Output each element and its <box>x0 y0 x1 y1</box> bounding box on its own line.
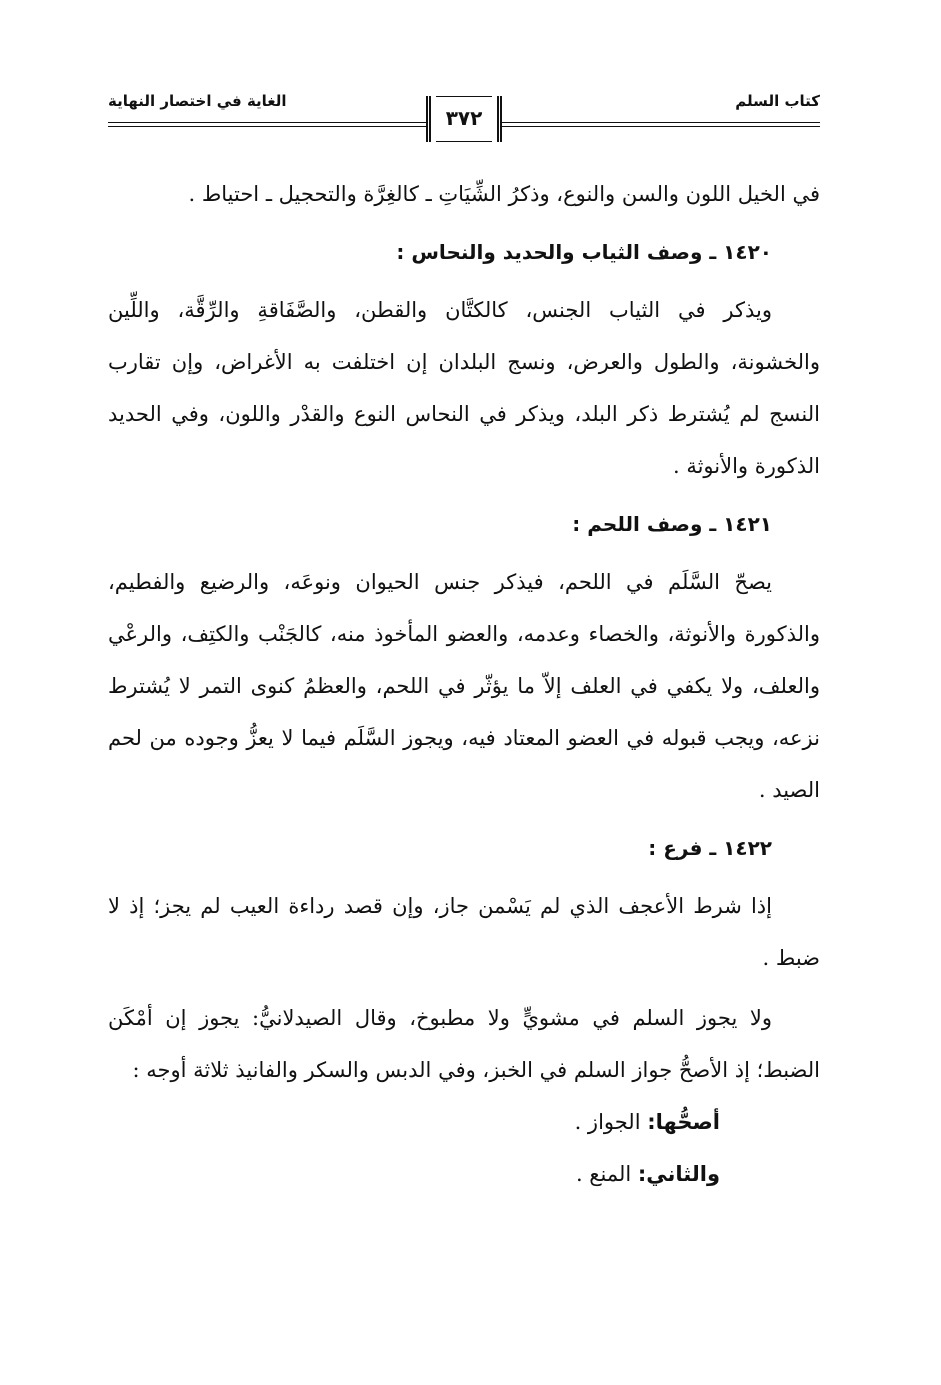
paragraph-1422-a: إذا شرط الأعجف الذي لم يَسْمن جاز، وإن قصد رداءة العيب لم يجز؛ إذ لا ضبط . <box>108 894 820 970</box>
opinion-item-1 <box>108 1096 820 1148</box>
opinion-lead-2: والثاني: <box>637 1162 720 1186</box>
page-body <box>108 168 820 1200</box>
opinion-lead-1: أصحُّها: <box>647 1110 720 1134</box>
opinion-text-2: المنع . <box>575 1162 638 1186</box>
book-title: الغاية في اختصار النهاية <box>108 92 287 110</box>
section-heading-1422: ١٤٢٢ ـ فرع : <box>648 836 772 860</box>
paragraph-1422-b: ولا يجوز السلم في مشويٍّ ولا مطبوخ، وقال الصيدلانيُّ: يجوز إن أمْكَن الضبط؛ إذ الأصحُّ جواز السلم في الخبز، وفي الدبس والسكر والفانيذ ثلاثة أوجه : <box>108 1006 820 1082</box>
section-heading-1421: ١٤٢١ ـ وصف اللحم : <box>572 512 772 536</box>
page-number-frame <box>426 96 502 142</box>
continued-paragraph: في الخيل اللون والسن والنوع، وذكرُ الشِّيَاتِ ـ كالغِرَّة والتحجيل ـ احتياط . <box>188 182 820 206</box>
paragraph-gap <box>108 984 820 992</box>
page-number: ٣٧٢ <box>436 96 492 142</box>
section-heading-1420: ١٤٢٠ ـ وصف الثياب والحديد والنحاس : <box>396 240 772 264</box>
paragraph-1420: ويذكر في الثياب الجنس، كالكتَّان والقطن، والصَّفَاقةِ والرِّقَّة، واللِّين والخشونة، والطول والعرض، ونسج البلدان إن اختلفت به الأغراض، وإن تقارب النسج لم يُشترط ذكر البلد، ويذكر في النحاس النوع والقدْر واللون، وفي الحديد الذكورة والأنوثة . <box>108 298 820 478</box>
paragraph-1421: يصحّ السَّلَم في اللحم، فيذكر جنس الحيوان ونوعَه، والرضيع والفطيم، والذكورة والأنوثة، والخصاء وعدمه، والعضو المأخوذ منه، كالجَنْب والكتِف، والرعْي والعلف، ولا يكفي في العلف إلاّ ما يؤثّر في اللحم، والعظمُ كنوى التمر لا يُشترط نزعه، ويجب قبوله في العضو المعتاد فيه، ويجوز السَّلَم فيما لا يعزُّ وجوده من لحم الصيد . <box>108 570 820 802</box>
opinion-item-2 <box>108 1148 820 1200</box>
running-header <box>108 88 820 158</box>
chapter-title: كتاب السلم <box>735 92 820 110</box>
opinion-text-1: الجواز . <box>574 1110 648 1134</box>
